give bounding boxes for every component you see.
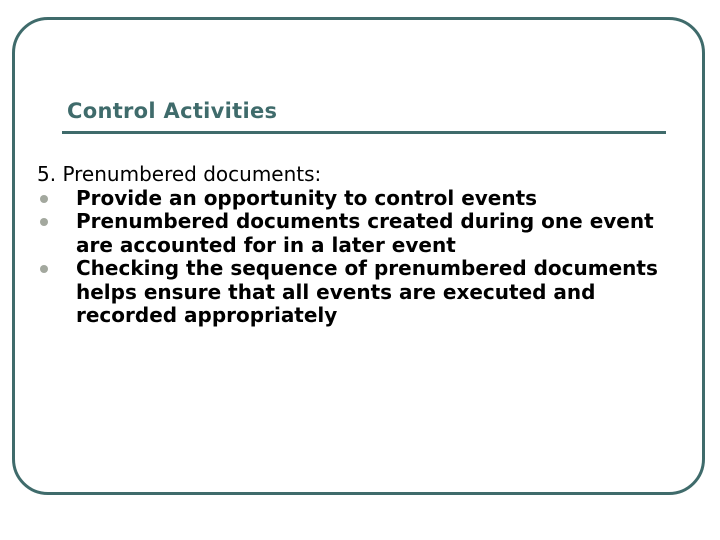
bullet-text: Prenumbered documents created during one event are accounted for in a later event xyxy=(76,209,654,257)
bullet-text: Checking the sequence of prenumbered documents helps ensure that all events are executed and recorded appropriately xyxy=(76,256,658,327)
bullet-dot-icon xyxy=(40,218,48,226)
slide-body xyxy=(37,163,687,328)
bullet-dot-icon xyxy=(40,195,48,203)
bullet-item xyxy=(37,257,687,328)
bullet-dot-icon xyxy=(40,265,48,273)
section-heading: 5. Prenumbered documents: xyxy=(37,162,322,186)
bullet-list xyxy=(37,187,687,328)
slide-title: Control Activities xyxy=(67,99,278,123)
bullet-text: Provide an opportunity to control events xyxy=(76,185,538,210)
bullet-item xyxy=(37,187,687,211)
bullet-item xyxy=(37,210,687,257)
title-underline-divider xyxy=(62,131,666,134)
